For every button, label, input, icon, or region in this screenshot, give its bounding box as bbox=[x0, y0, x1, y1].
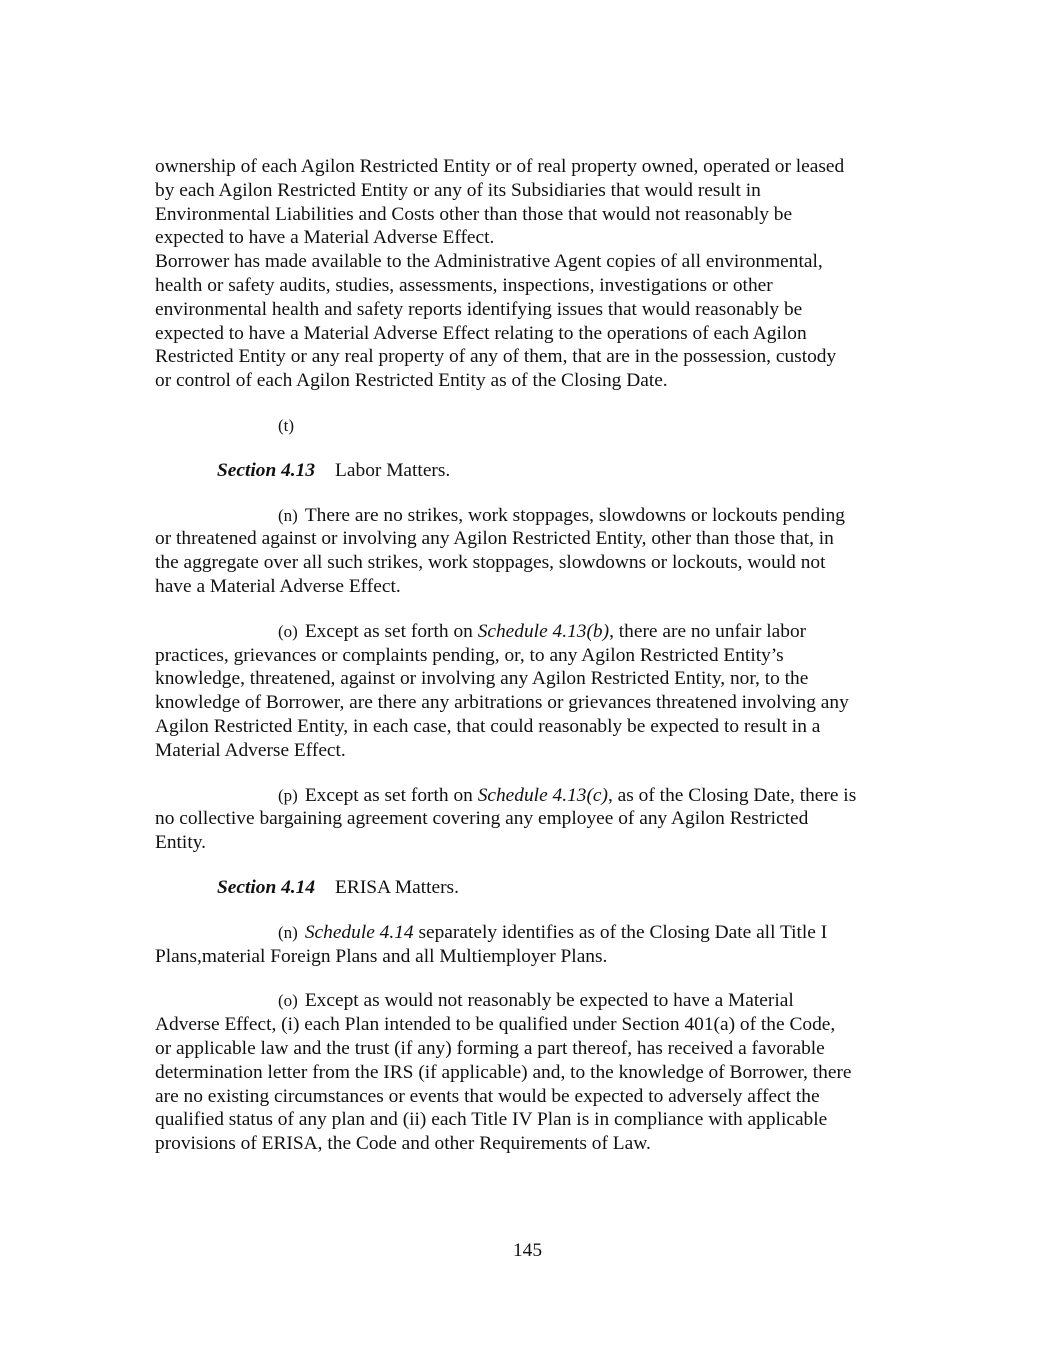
text-line: Environmental Liabilities and Costs other than those that would not reasonably be bbox=[155, 203, 793, 225]
text-line: Except as would not reasonably be expected to have a Material bbox=[304, 990, 794, 1012]
text-line: knowledge of Borrower, are there any arbitrations or grievances threatened involving any bbox=[155, 692, 849, 714]
text-line: practices, grievances or complaints pending, or, to any Agilon Restricted Entity’s bbox=[155, 644, 784, 666]
text-line: knowledge, threatened, against or involving any Agilon Restricted Entity, nor, to the bbox=[155, 668, 809, 690]
section-title: Labor Matters. bbox=[335, 459, 451, 481]
text-line: determination letter from the IRS (if applicable) and, to the knowledge of Borrower, there bbox=[155, 1061, 852, 1083]
section-heading-4-14 bbox=[155, 876, 903, 900]
text-fragment: Except as set forth on bbox=[304, 784, 478, 806]
paragraph-4-13-o bbox=[155, 620, 903, 763]
text-line: qualified status of any plan and (ii) each Title IV Plan is in compliance with applicable bbox=[155, 1109, 828, 1131]
text-fragment: , there are no unfair labor bbox=[609, 620, 807, 642]
text-line: Adverse Effect, (i) each Plan intended to be qualified under Section 401(a) of the Code, bbox=[155, 1014, 836, 1036]
subsection-label: (t) bbox=[278, 415, 295, 435]
subsection-label: (o) bbox=[278, 621, 298, 641]
paragraph-4-13-n bbox=[155, 504, 903, 599]
subsection-label: (o) bbox=[278, 991, 298, 1011]
text-line: provisions of ERISA, the Code and other Requirements of Law. bbox=[155, 1133, 651, 1155]
orphan-subsection bbox=[155, 414, 903, 438]
text-line: health or safety audits, studies, assessments, inspections, investigations or other bbox=[155, 274, 773, 296]
text-line: expected to have a Material Adverse Effect. bbox=[155, 227, 495, 249]
schedule-reference: Schedule 4.14 bbox=[304, 921, 414, 943]
text-line: have a Material Adverse Effect. bbox=[155, 575, 401, 597]
text-line: Restricted Entity or any real property of any of them, that are in the possession, custody bbox=[155, 346, 837, 368]
text-fragment: , as of the Closing Date, there is bbox=[607, 784, 857, 806]
paragraph-4-14-n bbox=[155, 921, 903, 969]
text-line: are no existing circumstances or events that would be expected to adversely affect the bbox=[155, 1085, 820, 1107]
page-number: 145 bbox=[512, 1240, 543, 1261]
text-line: Borrower has made available to the Administrative Agent copies of all environmental, bbox=[155, 251, 823, 273]
paragraph-4-14-o bbox=[155, 989, 903, 1156]
text-line: There are no strikes, work stoppages, slowdowns or lockouts pending bbox=[304, 504, 845, 526]
text-line: the aggregate over all such strikes, work stoppages, slowdowns or lockouts, would not bbox=[155, 552, 826, 574]
text-line: Material Adverse Effect. bbox=[155, 739, 346, 761]
section-heading-4-13 bbox=[155, 459, 903, 483]
text-line: no collective bargaining agreement covering any employee of any Agilon Restricted bbox=[155, 808, 809, 830]
subsection-label: (n) bbox=[278, 922, 298, 942]
text-line: Plans,material Foreign Plans and all Multiemployer Plans. bbox=[155, 945, 608, 967]
document-body bbox=[155, 155, 903, 1156]
section-title: ERISA Matters. bbox=[335, 876, 459, 898]
borrower-paragraph bbox=[155, 250, 903, 393]
schedule-reference: Schedule 4.13(b) bbox=[477, 620, 610, 642]
subsection-label: (p) bbox=[278, 785, 298, 805]
paragraph-4-13-p bbox=[155, 784, 903, 855]
text-line: or control of each Agilon Restricted Entity as of the Closing Date. bbox=[155, 370, 668, 392]
section-number: Section 4.14 bbox=[217, 876, 316, 898]
text-line: Agilon Restricted Entity, in each case, that could reasonably be expected to result in a bbox=[155, 715, 821, 737]
text-line: ownership of each Agilon Restricted Entity or of real property owned, operated or leased bbox=[155, 156, 845, 177]
text-line: environmental health and safety reports identifying issues that would reasonably be bbox=[155, 298, 803, 320]
text-line: by each Agilon Restricted Entity or any of its Subsidiaries that would result in bbox=[155, 179, 761, 201]
text-line: or applicable law and the trust (if any) forming a part thereof, has received a favorable bbox=[155, 1037, 825, 1059]
prev-paragraph bbox=[155, 155, 903, 250]
text-line: Entity. bbox=[155, 832, 206, 854]
text-fragment: separately identifies as of the Closing Date all Title I bbox=[413, 921, 828, 943]
schedule-reference: Schedule 4.13(c) bbox=[477, 784, 608, 806]
subsection-label: (n) bbox=[278, 505, 298, 525]
section-number: Section 4.13 bbox=[217, 459, 316, 481]
text-line: expected to have a Material Adverse Effect relating to the operations of each Agilon bbox=[155, 322, 807, 344]
text-fragment: Except as set forth on bbox=[304, 620, 478, 642]
text-line: or threatened against or involving any Agilon Restricted Entity, other than those that, in bbox=[155, 528, 834, 550]
